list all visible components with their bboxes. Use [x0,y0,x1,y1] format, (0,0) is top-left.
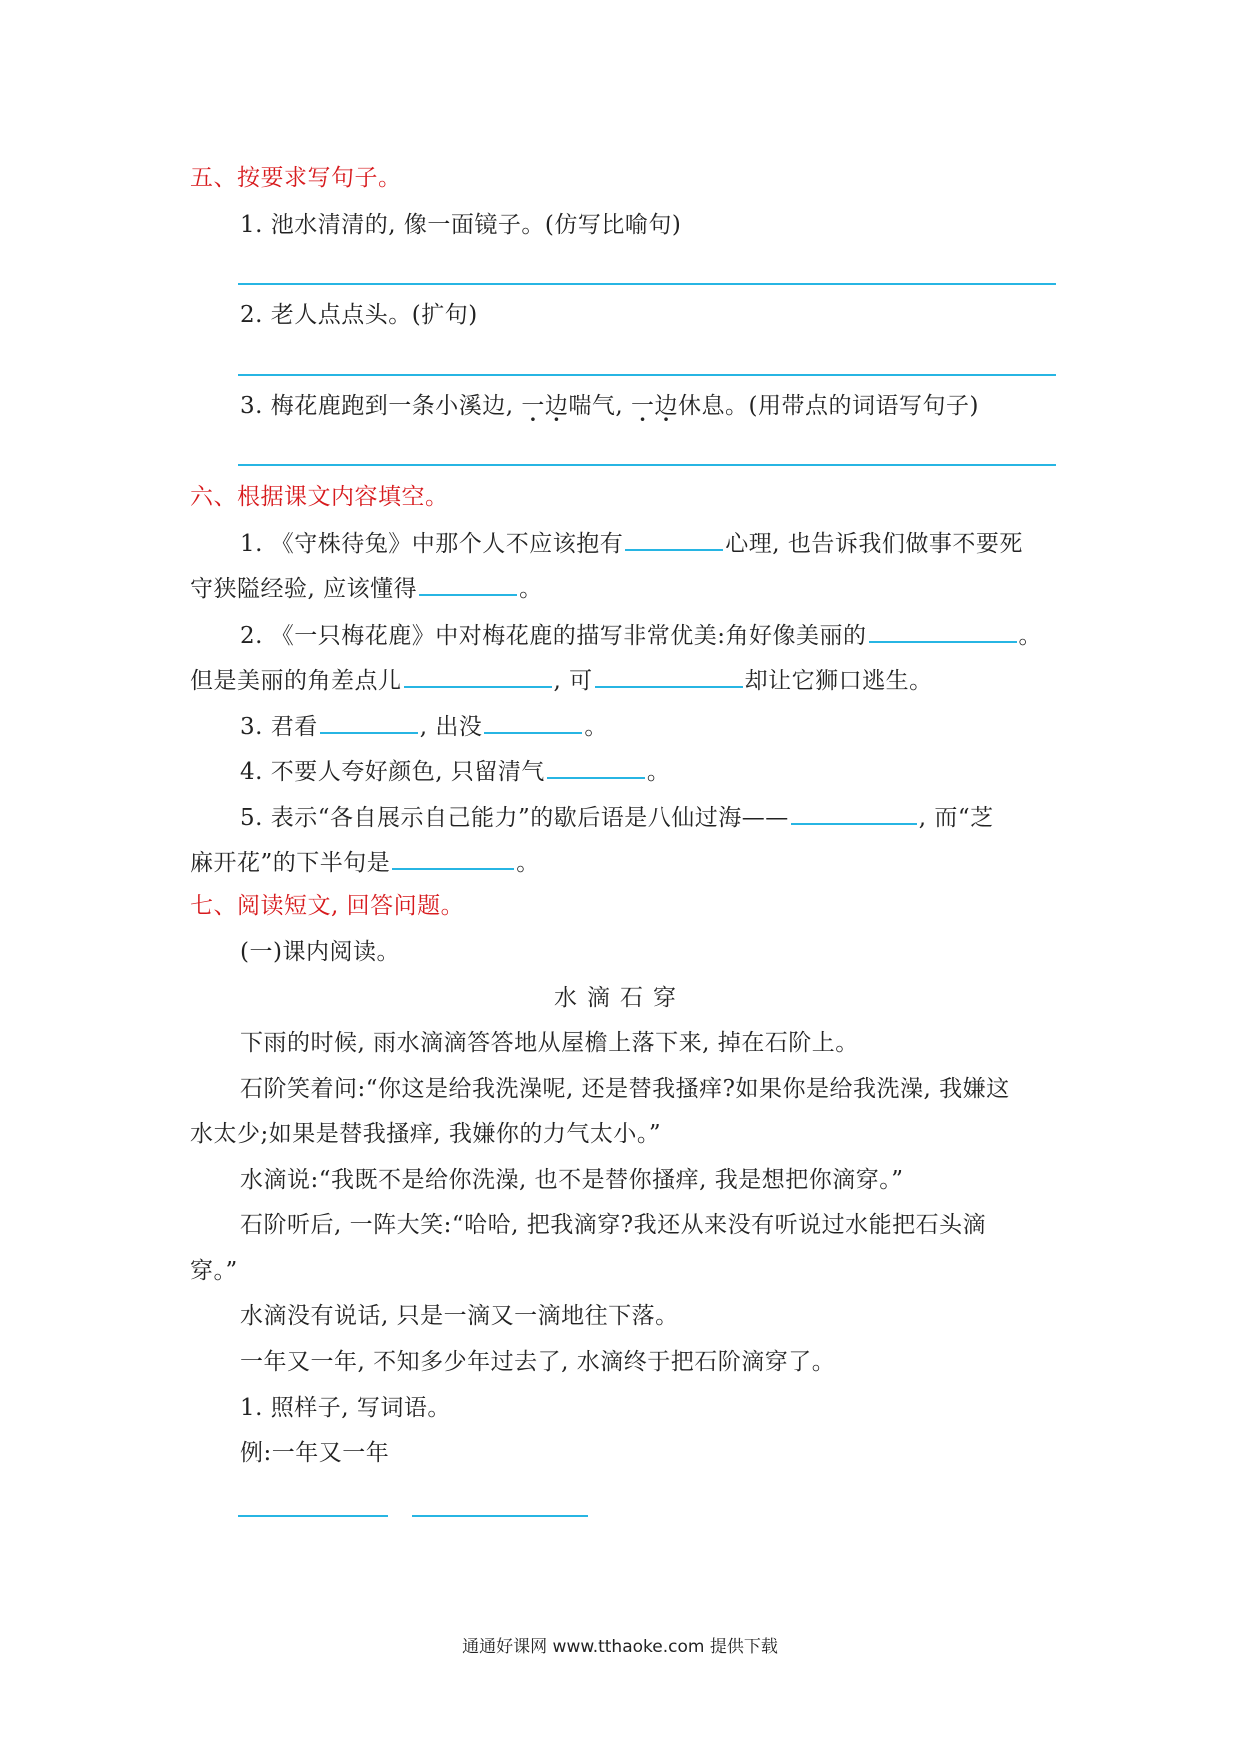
section5-question-1: 1. 池水清清的, 像一面镜子。(仿写比喻句) [240,212,682,238]
reading-question-1: 1. 照样子, 写词语。 [240,1395,451,1421]
q5-text: , 而“芝 [918,805,994,831]
fill-blank[interactable] [595,664,743,688]
example-text: 例:一年又一年 [240,1440,390,1466]
q5-text: 5. 表示“各自展示自己能力”的歇后语是八仙过海—— [240,805,789,831]
answer-line-2[interactable] [238,374,1056,376]
q2-text: 但是美丽的角差点儿 [190,668,402,694]
q5-text: 。 [516,850,540,876]
passage-paragraph: 水滴说:“我既不是给你洗澡, 也不是替你搔痒, 我是想把你滴穿。” [240,1167,904,1193]
q4-text: 4. 不要人夸好颜色, 只留清气 [240,759,545,785]
q3-text-post: 休息。(用带点的词语写句子) [678,393,979,419]
q2-text: 2. 《一只梅花鹿》中对梅花鹿的描写非常优美:角好像美丽的 [240,623,867,649]
section6-question-2 [240,619,1055,651]
section7-subheading: (一)课内阅读。 [240,939,400,965]
fill-blank[interactable] [791,801,917,825]
dotted-char: 边 [654,393,679,419]
section6-question-2-cont [190,664,1055,696]
section5-question-2: 2. 老人点点头。(扩句) [240,302,478,328]
answer-line-1[interactable] [238,283,1056,285]
q1-text: 守狭隘经验, 应该懂得 [190,576,418,602]
dotted-char: 一 [631,393,655,419]
section6-question-5 [240,801,1055,833]
answer-line-3[interactable] [238,464,1056,466]
section5-question-3 [240,391,1055,421]
footer-credit: 通通好课网 www.tthaoke.com 提供下载 [462,1637,778,1657]
section6-question-4 [240,755,1055,787]
fill-blank[interactable] [392,846,514,870]
section6-question-1 [240,527,1055,559]
fill-blank[interactable] [320,710,418,734]
section6-heading: 六、根据课文内容填空。 [190,484,449,510]
q1-text: 。 [519,576,543,602]
fill-blank[interactable] [484,710,582,734]
q1-text: 1. 《守株待兔》中那个人不应该抱有 [240,531,624,557]
q3-text: 。 [584,714,608,740]
dotted-char: 边 [544,393,569,419]
q1-text: 心理, 也告诉我们做事不要死 [725,531,1023,557]
section7-heading: 七、阅读短文, 回答问题。 [190,893,465,919]
q2-text: , 可 [553,668,593,694]
section6-question-5-cont [190,846,1055,878]
passage-paragraph-cont: 水太少;如果是替我搔痒, 我嫌你的力气太小。” [190,1121,662,1147]
fill-blank[interactable] [869,619,1017,643]
passage-paragraph: 下雨的时候, 雨水滴滴答答地从屋檐上落下来, 掉在石阶上。 [240,1030,859,1056]
answer-blank-2[interactable] [412,1515,588,1517]
passage-paragraph: 一年又一年, 不知多少年过去了, 水滴终于把石阶滴穿了。 [240,1349,836,1375]
passage-paragraph: 水滴没有说话, 只是一滴又一滴地往下落。 [240,1303,679,1329]
q2-text: 。 [1018,623,1043,649]
q3-text: 3. 君看 [240,714,318,740]
passage-title: 水滴石穿 [554,985,686,1011]
passage-paragraph: 石阶听后, 一阵大笑:“哈哈, 把我滴穿?我还从来没有听说过水能把石头滴 [240,1212,987,1238]
fill-blank[interactable] [419,572,517,596]
section6-question-1-cont [190,572,1055,604]
passage-paragraph: 石阶笑着问:“你这是给我洗澡呢, 还是替我搔痒?如果你是给我洗澡, 我嫌这 [240,1076,1010,1102]
q5-text: 麻开花”的下半句是 [190,850,391,876]
answer-blank-1[interactable] [238,1515,388,1517]
fill-blank[interactable] [625,527,723,551]
q4-text: 。 [646,759,671,785]
fill-blank[interactable] [547,755,645,779]
q3-text: , 出没 [419,714,483,740]
section5-heading: 五、按要求写句子。 [190,165,402,191]
passage-paragraph-cont: 穿。” [190,1258,238,1284]
dotted-char: 一 [521,393,545,419]
q3-text-pre: 3. 梅花鹿跑到一条小溪边, [240,393,522,419]
q3-text-mid: 喘气, [568,393,632,419]
q2-text: 却让它狮口逃生。 [744,668,933,694]
section6-question-3 [240,710,1055,742]
fill-blank[interactable] [404,664,552,688]
